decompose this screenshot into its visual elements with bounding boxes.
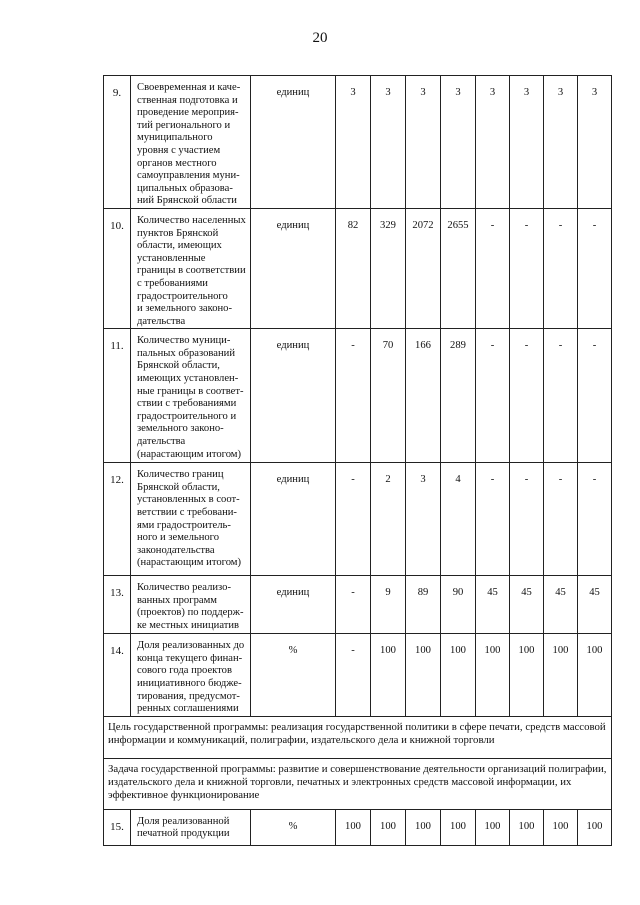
indicator-value: 3	[441, 76, 476, 209]
page-number: 20	[312, 30, 328, 46]
indicator-name-line: границы в соответствии	[137, 265, 246, 277]
unit-of-measure: единиц	[251, 329, 336, 463]
indicator-name-line: печатной продукции	[137, 828, 230, 840]
indicator-value: 100	[476, 809, 510, 845]
row-number: 12.	[104, 463, 131, 576]
unit-of-measure: единиц	[251, 76, 336, 209]
indicator-name-line: земельного законо-	[137, 423, 224, 435]
indicator-value: 3	[336, 76, 371, 209]
indicator-name-line: Количество населенных	[137, 214, 246, 226]
indicator-value: -	[544, 208, 578, 328]
indicator-value: -	[336, 329, 371, 463]
indicator-name-line: ственная подготовка и	[137, 94, 238, 106]
indicator-name-line: ные границы в соответ-	[137, 385, 244, 397]
indicator-name-line: ке местных инициатив	[137, 620, 240, 632]
indicator-value: -	[336, 463, 371, 576]
indicators-table	[103, 75, 612, 846]
table-row	[104, 329, 612, 463]
program-goal-text-line: Цель государственной программы: реализация государственной политики в сфере печати, средств массовой	[108, 720, 606, 733]
indicator-name	[131, 208, 251, 328]
row-number: 11.	[104, 329, 131, 463]
indicator-value: -	[336, 576, 371, 634]
indicator-value: 9	[371, 576, 406, 634]
indicator-name-line: пальных образований	[137, 347, 235, 359]
indicator-value: 2	[371, 463, 406, 576]
program-task-text-line: эффективное функционирование	[108, 788, 260, 801]
unit-of-measure: единиц	[251, 576, 336, 634]
row-number: 10.	[104, 208, 131, 328]
indicator-value: -	[578, 463, 612, 576]
indicator-name-line: органов местного	[137, 157, 217, 169]
indicator-name-line: уровня с участием	[137, 144, 221, 156]
indicator-value: -	[336, 634, 371, 717]
row-number: 15.	[104, 809, 131, 845]
indicator-name-line: имеющих установлен-	[137, 373, 239, 385]
indicator-name-line: градостроительного и	[137, 410, 237, 422]
indicator-name-line: (проектов) по поддерж-	[137, 607, 244, 619]
indicator-name-line: ний Брянской области	[137, 195, 237, 207]
indicator-name-line: ствии с требованиями	[137, 398, 237, 410]
indicator-value: 4	[441, 463, 476, 576]
table-row	[104, 576, 612, 634]
indicator-value: -	[476, 463, 510, 576]
indicator-name	[131, 76, 251, 209]
indicator-name-line: Количество муници-	[137, 335, 231, 347]
indicator-value: 100	[510, 809, 544, 845]
indicator-value: 3	[510, 76, 544, 209]
indicator-name-line: дательства	[137, 436, 186, 448]
indicator-name-line: ветствии с требовани-	[137, 507, 237, 519]
indicator-name-line: ренных соглашениями	[137, 703, 239, 715]
indicator-value: 100	[406, 809, 441, 845]
indicator-value: 2655	[441, 208, 476, 328]
indicator-name-line: Доля реализованной	[137, 815, 230, 827]
table-row	[104, 634, 612, 717]
indicator-value: 3	[406, 76, 441, 209]
indicator-name-line: и земельного законо-	[137, 303, 233, 315]
indicator-value: -	[578, 208, 612, 328]
indicator-name-line: проведение мероприя-	[137, 107, 239, 119]
indicator-value: 289	[441, 329, 476, 463]
indicator-name-line: Брянской области,	[137, 481, 220, 493]
indicator-value: 100	[441, 809, 476, 845]
indicator-value: 100	[544, 634, 578, 717]
indicator-value: 3	[544, 76, 578, 209]
table-body	[104, 76, 612, 846]
row-number: 9.	[104, 76, 131, 209]
indicator-value: 90	[441, 576, 476, 634]
indicator-value: 2072	[406, 208, 441, 328]
indicator-value: 3	[578, 76, 612, 209]
indicator-name-line: (нарастающим итогом)	[137, 448, 242, 460]
indicator-value: 100	[336, 809, 371, 845]
indicator-name-line: самоуправления муни-	[137, 170, 240, 182]
unit-of-measure: %	[251, 634, 336, 717]
indicator-value: -	[544, 463, 578, 576]
indicator-value: -	[510, 208, 544, 328]
table-row	[104, 76, 612, 209]
indicator-value: -	[510, 463, 544, 576]
indicator-name-line: тирования, предусмот-	[137, 690, 240, 702]
indicator-name	[131, 809, 251, 845]
program-task-text	[104, 758, 612, 809]
indicator-value: 100	[578, 809, 612, 845]
program-task-text-line: издательского дела и книжной торговли, печатных и электронных средств массовой информации, их	[108, 775, 572, 788]
indicator-value: 3	[406, 463, 441, 576]
indicator-name	[131, 634, 251, 717]
indicator-name-line: с требованиями	[137, 277, 208, 289]
unit-of-measure: единиц	[251, 208, 336, 328]
program-task-text-line: Задача государственной программы: развитие и совершенствование деятельности организаций полиграфии,	[108, 762, 607, 775]
indicator-value: 100	[371, 634, 406, 717]
indicator-name-line: Брянской области,	[137, 360, 220, 372]
unit-of-measure: %	[251, 809, 336, 845]
indicator-name-line: законодательства	[137, 544, 215, 556]
indicator-value: -	[510, 329, 544, 463]
indicator-value: 100	[510, 634, 544, 717]
indicator-name-line: области, имеющих	[137, 240, 222, 252]
indicator-name-line: ного и земельного	[137, 532, 220, 544]
indicator-name-line: Своевременная и каче-	[137, 82, 241, 93]
indicator-value: -	[578, 329, 612, 463]
table-row	[104, 208, 612, 328]
program-task-row	[104, 758, 612, 809]
table-row	[104, 809, 612, 845]
indicator-name-line: тий регионального и	[137, 119, 231, 131]
indicator-name	[131, 463, 251, 576]
indicator-name-line: муниципального	[137, 132, 213, 144]
indicator-value: 45	[510, 576, 544, 634]
indicator-value: 45	[476, 576, 510, 634]
indicator-name-line: инициативного бюдже-	[137, 678, 242, 690]
program-goal-text	[104, 716, 612, 758]
indicator-name-line: ями градостроитель-	[137, 519, 231, 531]
indicator-value: 100	[476, 634, 510, 717]
indicator-value: 166	[406, 329, 441, 463]
indicator-value: 100	[544, 809, 578, 845]
indicator-value: 100	[441, 634, 476, 717]
indicator-value: 82	[336, 208, 371, 328]
indicator-value: 100	[371, 809, 406, 845]
indicator-name-line: конца текущего финан-	[137, 652, 243, 664]
indicator-name-line: Количество реализо-	[137, 582, 231, 594]
table-row	[104, 463, 612, 576]
indicator-name-line: Доля реализованных до	[137, 640, 245, 652]
indicator-value: 100	[406, 634, 441, 717]
indicator-name-line: градостроительного	[137, 290, 228, 302]
indicator-name-line: (нарастающим итогом)	[137, 557, 242, 569]
indicator-value: 89	[406, 576, 441, 634]
indicator-name-line: Количество границ	[137, 469, 224, 481]
indicator-name-line: установленных в соот-	[137, 494, 240, 506]
indicator-value: -	[476, 208, 510, 328]
indicator-value: 45	[544, 576, 578, 634]
indicator-value: -	[544, 329, 578, 463]
indicator-value: 70	[371, 329, 406, 463]
indicator-value: 3	[371, 76, 406, 209]
indicator-name	[131, 329, 251, 463]
indicator-name	[131, 576, 251, 634]
indicator-name-line: сового года проектов	[137, 665, 232, 677]
program-goal-row	[104, 716, 612, 758]
program-goal-text-line: информации и коммуникаций, полиграфии, издательского дела и книжной торговли	[108, 733, 495, 746]
indicator-name-line: пунктов Брянской	[137, 227, 219, 239]
indicator-value: -	[476, 329, 510, 463]
indicator-name-line: ванных программ	[137, 594, 217, 606]
indicator-name-line: дательства	[137, 315, 186, 327]
indicator-name-line: ципальных образова-	[137, 182, 233, 194]
unit-of-measure: единиц	[251, 463, 336, 576]
indicator-name-line: установленные	[137, 252, 206, 264]
indicator-value: 3	[476, 76, 510, 209]
row-number: 14.	[104, 634, 131, 717]
indicator-value: 100	[578, 634, 612, 717]
row-number: 13.	[104, 576, 131, 634]
indicator-value: 329	[371, 208, 406, 328]
indicator-value: 45	[578, 576, 612, 634]
